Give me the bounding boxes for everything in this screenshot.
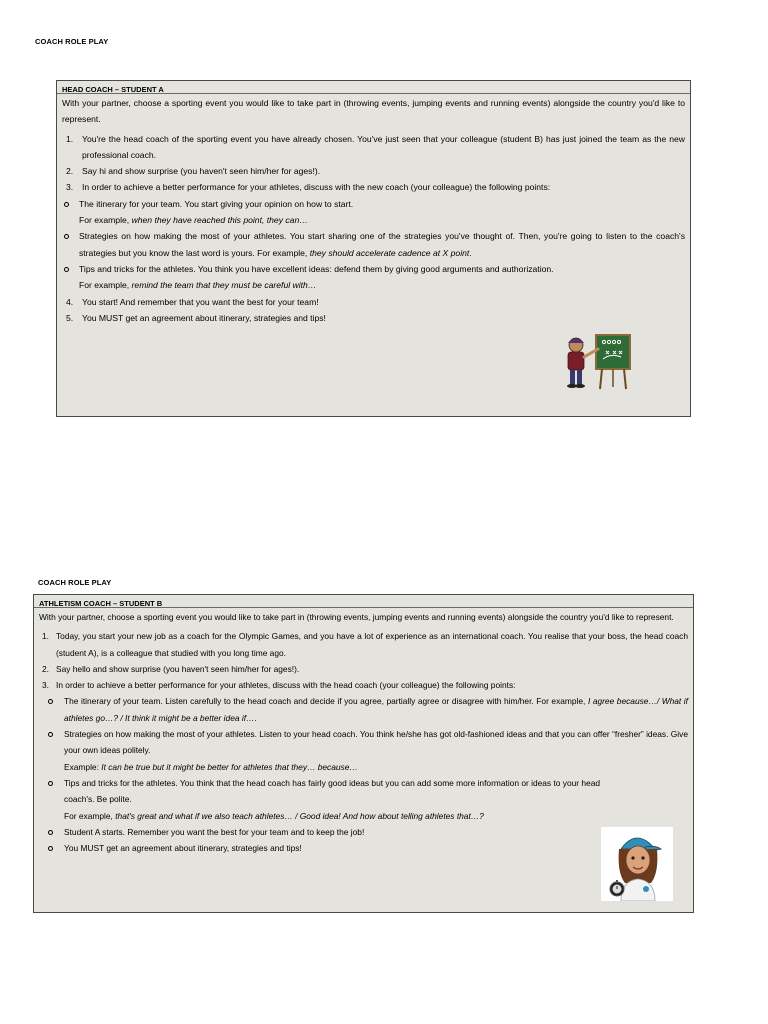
bullet-icon [48,699,53,704]
subitem-italic: they should accelerate cadence at X point [309,247,470,258]
card-a-sublist [47,196,685,294]
item-text: Say hi and show surprise (you haven't seen him/her for ages!). [82,166,321,177]
bullet-icon [64,234,69,239]
item-text: You start! And remember that you want the best for your team! [82,296,319,307]
subitem-text: Tips and tricks for the athletes. You think that the head coach has fairly good ideas but you can add some more information or ideas to your head coach's. Be polite. [64,777,601,805]
card-b-item-1 [39,628,688,661]
page-label-b: COACH ROLE PLAY [38,578,112,587]
head-coach-card [56,80,691,417]
card-a-list-cont [62,294,685,327]
card-a-subitem-2 [47,228,685,261]
page-label-a: COACH ROLE PLAY [35,37,109,46]
item-number: 3. [42,680,49,691]
example-italic: that's great and what if we also teach athletes… / Good idea! And how about telling athletes that…? [115,810,484,821]
subitem-example [79,277,685,293]
subitem-italic: I agree because…/ What if athletes go…? / It think it might be a better idea if… [64,696,688,723]
bullet-icon [64,267,69,272]
card-a-intro: With your partner, choose a sporting event you would like to take part in (throwing events, jumping events and running events) alongside the country you'd like to represent. [62,98,685,125]
coach-chalkboard-illustration [562,329,634,391]
bullet-icon [48,846,53,851]
example-prefix: For example, [79,215,132,226]
example-prefix: For example, [64,810,116,821]
example-italic: It can be true but it might be better for athletes that they… because… [101,761,358,772]
subitem-example [64,808,600,824]
bullet-icon [48,781,53,786]
card-b-subitem-2 [27,726,688,775]
item-number: 2. [42,663,49,674]
subitem-text: You MUST get an agreement about itinerary, strategies and tips! [64,843,302,854]
card-a-item-1 [62,131,685,164]
item-number: 3. [66,182,74,193]
item-text: Say hello and show surprise (you haven't seen him/her for ages!). [56,663,300,674]
athletism-coach-card [33,594,694,913]
coach-stopwatch-illustration [601,827,673,901]
card-b-subitem-3 [27,775,688,824]
subitem-suffix: . [469,247,472,258]
card-a-subitem-1 [47,196,685,229]
card-a-item-4 [62,294,685,310]
subitem-text: The itinerary of your team. Listen carefully to the head coach and decide if you agree, partially agree or disagree with him/her. For example, [64,696,588,707]
item-number: 5. [66,312,74,323]
item-text: You're the head coach of the sporting event you have already chosen. You've just seen that your colleague (student B) has just joined the team as the new professional coach. [82,133,685,160]
item-number: 1. [42,631,49,642]
example-italic: remind the team that they must be careful with… [131,280,317,291]
card-b-subitem-4 [27,824,688,840]
item-number: 4. [66,296,74,307]
card-b-subitem-1 [27,693,688,726]
card-a-list [62,131,685,196]
card-b-header: ATHLETISM COACH – STUDENT B [34,595,693,608]
example-prefix: For example, [79,280,132,291]
card-a-item-3 [62,179,685,195]
card-a-item-2 [62,163,685,179]
bullet-icon [48,830,53,835]
card-a-header: HEAD COACH – STUDENT A [57,81,690,94]
item-text: Today, you start your new job as a coach for the Olympic Games, and you have a lot of experience as an international coach. You realise that your boss, the head coach (student A), is a colleague that studied with you long time ago. [56,631,688,658]
item-number: 1. [66,133,74,144]
item-text: You MUST get an agreement about itinerary, strategies and tips! [82,312,326,323]
subitem-text: The itinerary for your team. You start giving your opinion on how to start. [79,198,354,209]
subitem-text: Tips and tricks for the athletes. You think you have excellent ideas: defend them by giving good arguments and authorization. [79,263,554,274]
card-b-subitem-5 [27,840,688,856]
card-b-item-2 [39,661,688,677]
card-b-sublist [27,693,688,856]
bullet-icon [64,202,69,207]
subitem-suffix: . [254,712,257,723]
card-b-item-3 [39,677,688,693]
card-b-body [34,608,693,856]
example-prefix: Example: [64,761,102,772]
card-a-body [57,94,690,326]
item-number: 2. [66,166,74,177]
subitem-text: Strategies on how making the most of your athletes. Listen to your head coach. You think he/she has got old-fashioned ideas and that you can offer “fresher” ideas. Give your own ideas politely. [64,729,688,756]
subitem-text: Strategies on how making the most of your athletes. You start sharing one of the strategies you've thought of. Then, you're going to listen to the coach's strategies but you know the last word is yours. For example, [79,231,685,258]
subitem-text: Student A starts. Remember you want the best for your team and to keep the job! [64,826,365,837]
card-b-list [39,628,688,693]
card-a-item-5 [62,310,685,326]
item-text: In order to achieve a better performance for your athletes, discuss with the new coach (your colleague) the following points: [82,182,551,193]
bullet-icon [48,732,53,737]
subitem-example [79,212,685,228]
subitem-example [64,759,688,775]
example-italic: when they have reached this point, they can… [131,215,308,226]
item-text: In order to achieve a better performance for your athletes, discuss with the head coach (your colleague) the following points: [56,680,516,691]
card-b-intro: With your partner, choose a sporting event you would like to take part in (throwing events, jumping events and running events) alongside the country you'd like to represent. [39,612,674,622]
card-a-subitem-3 [47,261,685,294]
